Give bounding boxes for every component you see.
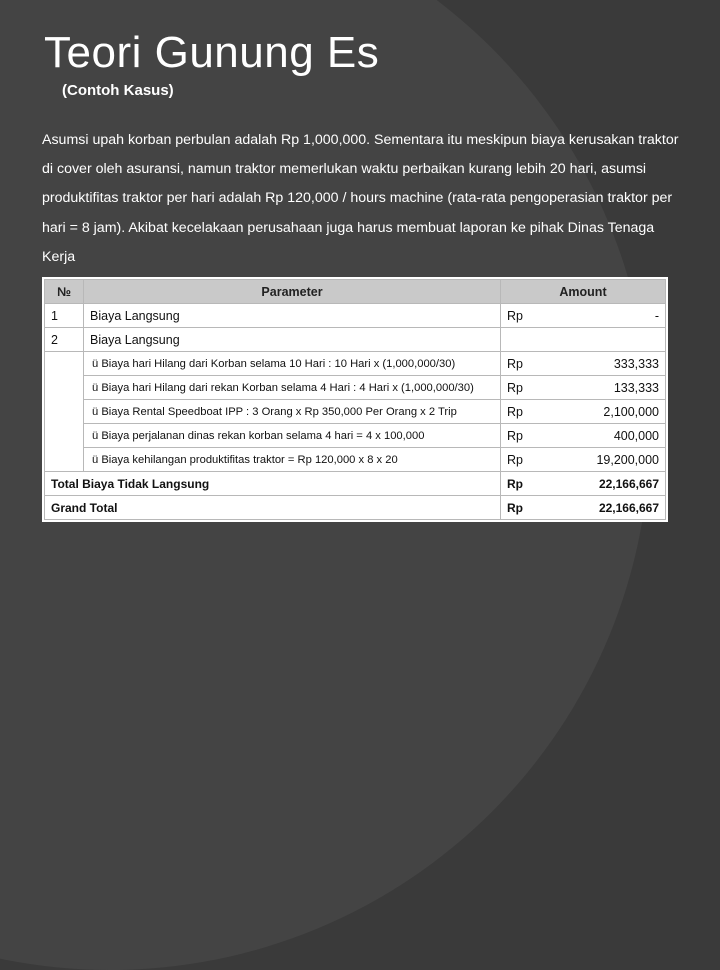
table-subitem-row (45, 448, 666, 472)
subitem-amount: 333,333 (543, 352, 666, 376)
cost-table-container (42, 277, 668, 522)
total-label: Total Biaya Tidak Langsung (45, 472, 501, 496)
subitem-text: ü Biaya Rental Speedboat IPP : 3 Orang x Rp 350,000 Per Orang x 2 Trip (84, 400, 501, 424)
header-parameter: Parameter (84, 280, 501, 304)
subitem-text: ü Biaya hari Hilang dari rekan Korban selama 4 Hari : 4 Hari x (1,000,000/30) (84, 376, 501, 400)
subitem-currency: Rp (501, 424, 544, 448)
row-number: 2 (45, 328, 84, 352)
subitem-amount: 2,100,000 (543, 400, 666, 424)
slide-subtitle: (Contoh Kasus) (62, 82, 174, 99)
body-paragraph: Asumsi upah korban perbulan adalah Rp 1,000,000. Sementara itu meskipun biaya kerusakan traktor di cover oleh asuransi, namun traktor memerlukan waktu perbaikan kurang lebih 20 hari, asumsi produktifitas traktor per hari adalah Rp 120,000 / hours machine (rata-rata pengoperasian traktor per hari = 8 jam). Akibat kecelakaan perusahaan juga harus membuat laporan ke pihak Dinas Tenaga Kerja (42, 132, 679, 265)
subitem-text: ü Biaya perjalanan dinas rekan korban selama 4 hari = 4 x 100,000 (84, 424, 501, 448)
slide-title: Teori Gunung Es (44, 28, 380, 77)
subitem-currency: Rp (501, 400, 544, 424)
row-amount: - (543, 304, 666, 328)
grand-total-label: Grand Total (45, 496, 501, 520)
grand-total-amount: 22,166,667 (543, 496, 666, 520)
total-currency: Rp (501, 472, 544, 496)
header-no: № (45, 280, 84, 304)
subitem-text: ü Biaya hari Hilang dari Korban selama 10 Hari : 10 Hari x (1,000,000/30) (84, 352, 501, 376)
subitem-amount: 19,200,000 (543, 448, 666, 472)
table-row (45, 304, 666, 328)
row-number: 1 (45, 304, 84, 328)
subitem-currency: Rp (501, 448, 544, 472)
row-parameter: Biaya Langsung (84, 304, 501, 328)
table-row (45, 328, 666, 352)
row-currency (501, 328, 544, 352)
subitem-amount: 400,000 (543, 424, 666, 448)
table-subitem-row (45, 352, 666, 376)
table-header-row (45, 280, 666, 304)
table-subitem-row (45, 424, 666, 448)
row-currency: Rp (501, 304, 544, 328)
total-amount: 22,166,667 (543, 472, 666, 496)
row-parameter: Biaya Langsung (84, 328, 501, 352)
subitem-currency: Rp (501, 376, 544, 400)
cost-table (44, 279, 666, 520)
subitem-amount: 133,333 (543, 376, 666, 400)
row-amount (543, 328, 666, 352)
table-subitem-row (45, 400, 666, 424)
subitem-text: ü Biaya kehilangan produktifitas traktor = Rp 120,000 x 8 x 20 (84, 448, 501, 472)
grand-total-row (45, 496, 666, 520)
total-row (45, 472, 666, 496)
grand-total-currency: Rp (501, 496, 544, 520)
header-amount: Amount (501, 280, 666, 304)
subitem-currency: Rp (501, 352, 544, 376)
table-subitem-row (45, 376, 666, 400)
